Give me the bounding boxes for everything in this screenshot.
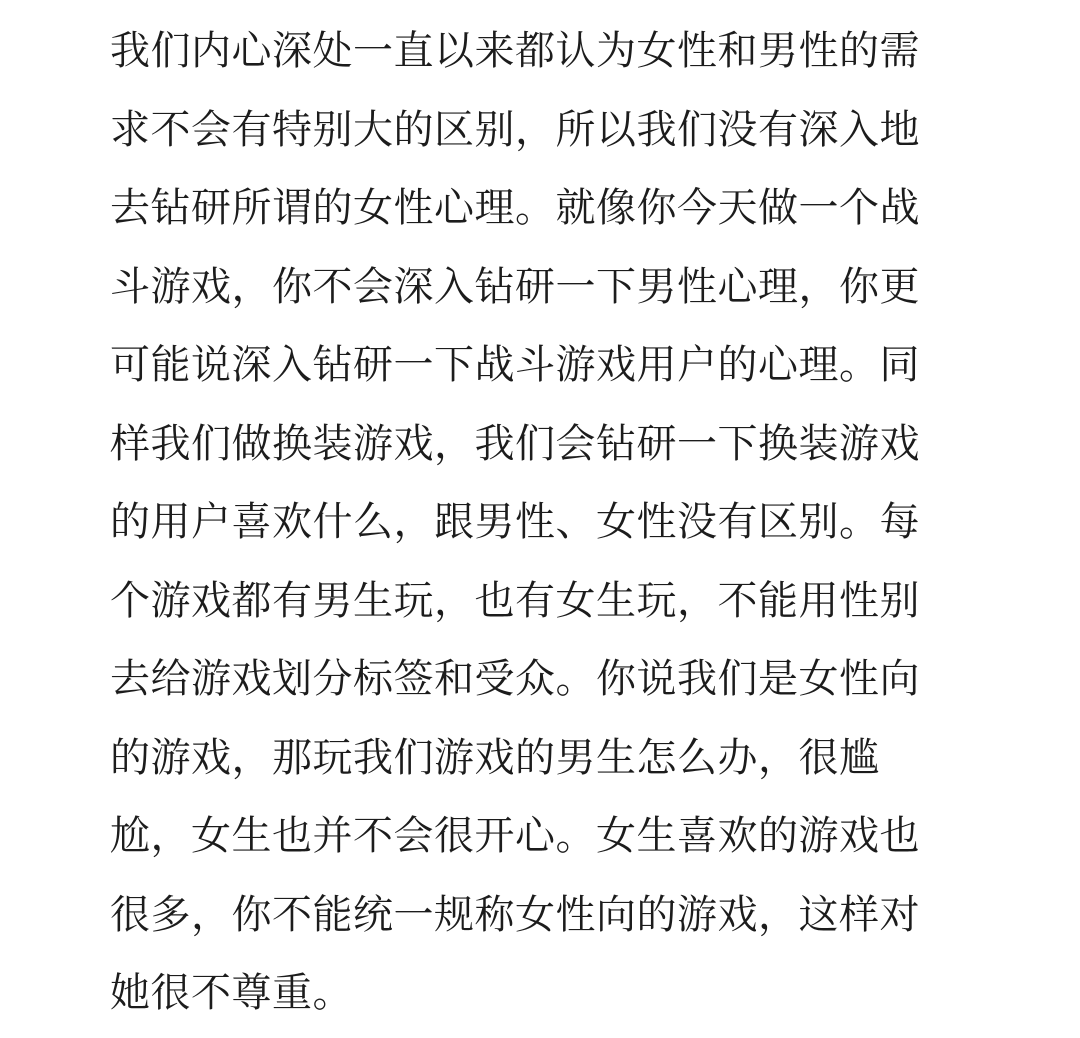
text-line: 可能说深入钻研一下战斗游戏用户的心理。同 [110,342,920,388]
text-line: 的游戏，那玩我们游戏的男生怎么办，很尴 [110,734,880,781]
text-line: 求不会有特别大的区别，所以我们没有深入地 [110,106,920,153]
text-line: 样我们做换装游戏，我们会钻研一下换装游戏 [110,420,920,467]
text-line: 她很不尊重。 [110,970,353,1016]
text-line: 我们内心深处一直以来都认为女性和男性的需 [110,28,920,74]
text-line: 去给游戏划分标签和受众。你说我们是女性向 [110,656,920,702]
text-line: 个游戏都有男生玩，也有女生玩，不能用性别 [110,577,920,624]
text-line: 斗游戏，你不会深入钻研一下男性心理，你更 [110,263,920,310]
text-line: 去钻研所谓的女性心理。就像你今天做一个战 [110,185,920,231]
quote-paragraph [110,12,990,1033]
text-line: 很多，你不能统一规称女性向的游戏，这样对 [110,891,920,938]
text-line: 的用户喜欢什么，跟男性、女性没有区别。每 [110,499,920,545]
text-line: 尬，女生也并不会很开心。女生喜欢的游戏也 [110,813,920,859]
